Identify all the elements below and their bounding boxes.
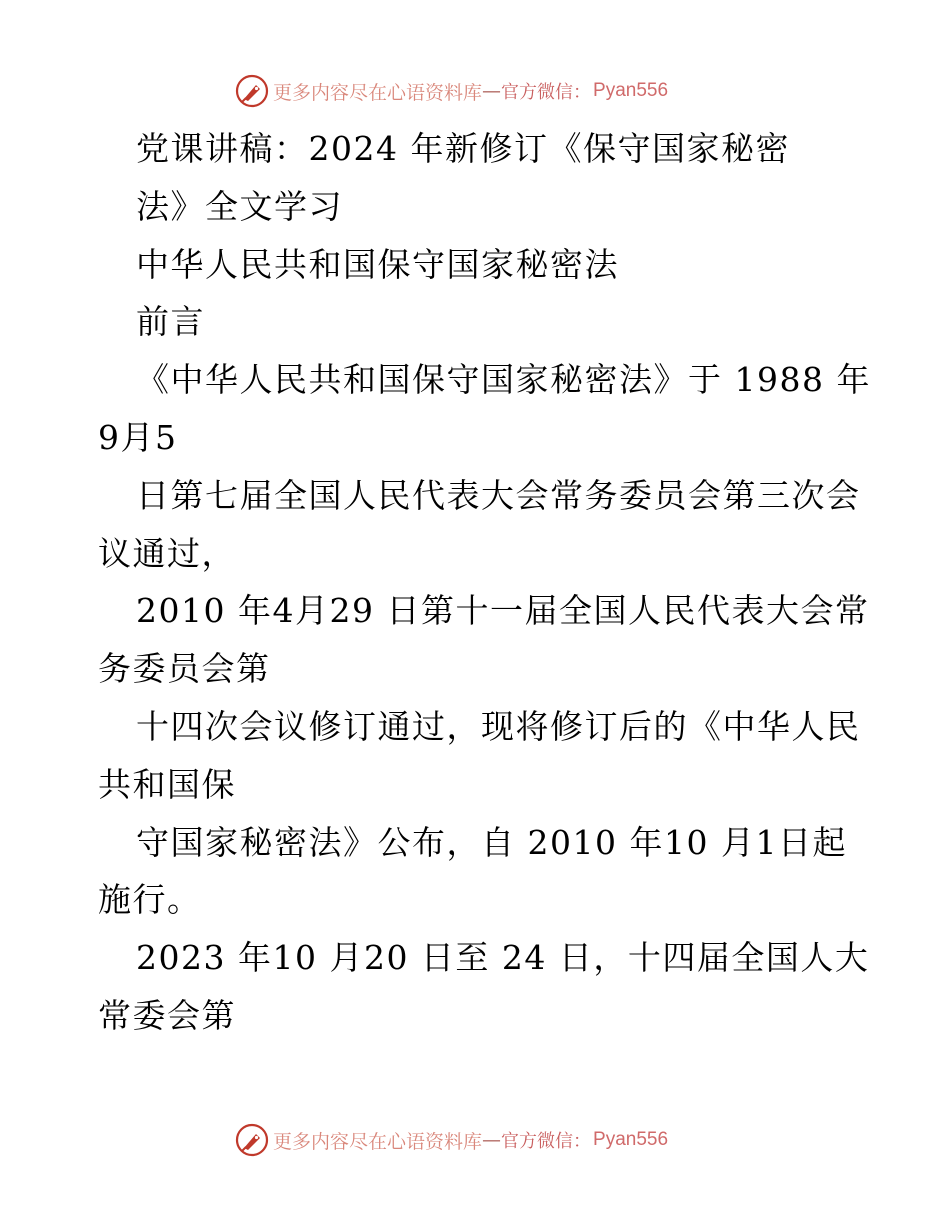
paragraph-line: 务委员会第 [98, 649, 271, 689]
preface-heading: 前言 [136, 302, 205, 342]
banner-wechat-id: Pyan556 [593, 80, 669, 101]
paragraph-line: 日第七届全国人民代表大会常务委员会第三次会 [136, 475, 861, 515]
document-body [98, 120, 871, 1045]
pen-nib-logo-icon [235, 1123, 269, 1157]
paragraph-line: 2023 年10 月20 日至 24 日，十四届全国人大 [136, 938, 870, 978]
paragraph-line: 共和国保 [98, 764, 236, 804]
banner-wechat-label: 官方微信： [501, 1131, 592, 1152]
title-line-2: 法》全文学习 [136, 186, 343, 226]
banner-site-text: 更多内容尽在心语资料库 [273, 81, 483, 104]
banner-dash: — [482, 1129, 502, 1151]
header-banner [235, 71, 668, 111]
banner-site-text: 更多内容尽在心语资料库 [273, 1130, 483, 1153]
banner-wechat-id: Pyan556 [593, 1129, 669, 1150]
paragraph-line: 常委会第 [98, 995, 236, 1035]
paragraph-line: 议通过， [98, 533, 236, 573]
paragraph-line: 2010 年4月29 日第十一届全国人民代表大会常 [136, 591, 870, 631]
title-line-1: 党课讲稿：2024 年新修订《保守国家秘密 [136, 129, 790, 168]
paragraph-line: 十四次会议修订通过，现将修订后的《中华人民 [136, 706, 861, 746]
law-title-line: 中华人民共和国保守国家秘密法 [136, 244, 619, 284]
footer-banner [235, 1120, 668, 1160]
banner-wechat-label: 官方微信： [501, 82, 592, 103]
paragraph-line: 施行。 [98, 880, 202, 920]
paragraph-line: 《中华人民共和国保守国家秘密法》于 1988 年 [136, 360, 871, 400]
pen-nib-logo-icon [235, 74, 269, 108]
banner-dash: — [482, 80, 502, 102]
paragraph-line: 守国家秘密法》公布，自 2010 年10 月1日起 [136, 822, 847, 862]
paragraph-line: 9月5 [98, 417, 178, 457]
